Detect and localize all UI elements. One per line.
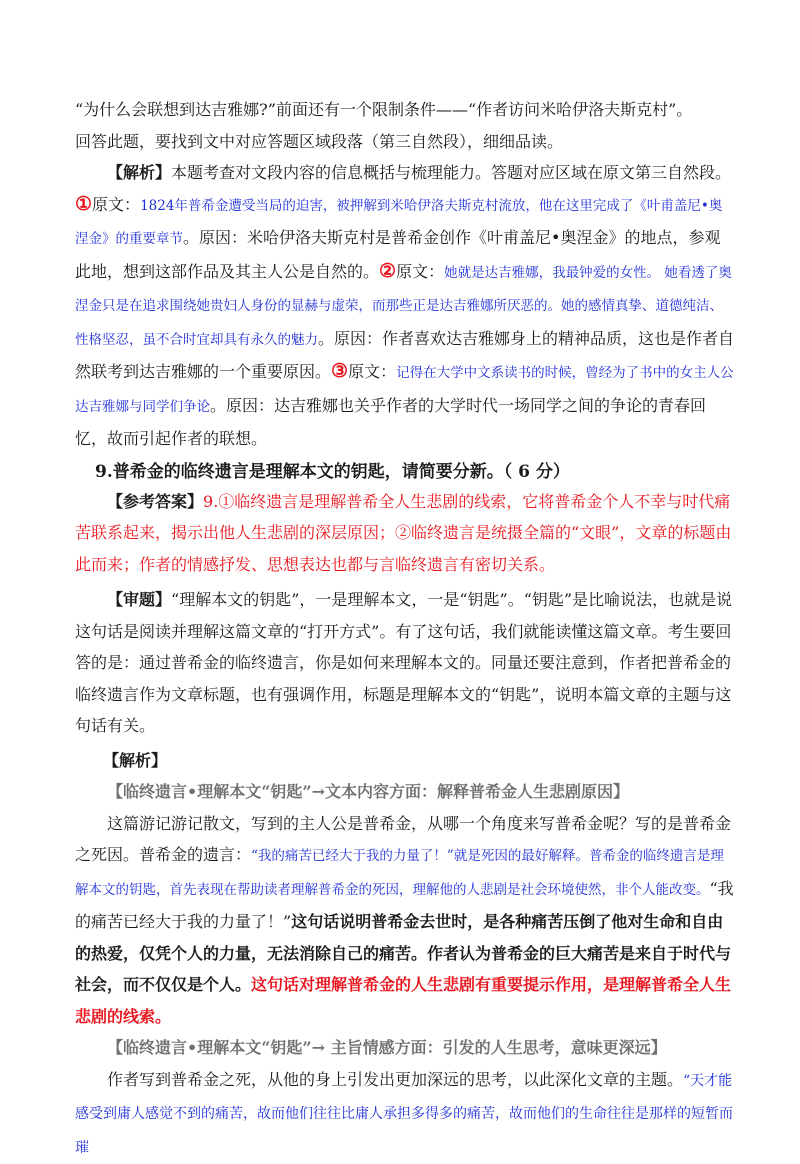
intro-line2: 回答此题，要找到文中对应答题区域段落（第三自然段），细细品读。	[75, 132, 563, 151]
answer-tag: 【参考答案】	[107, 492, 203, 511]
quote-3: 记得在大学中文系读书的时候，曾经为了书中的女主人公达吉雅娜与同学们争论	[75, 365, 734, 415]
paragraph-reasons	[75, 189, 734, 455]
section1-quote: “我的痛苦已经大于我的力量了！”就是死因的最好解释。普希金的临终遗言是理解本文的钥匙，首先表现在帮助读者理解普希金的死因，理解他的人悲剧是社会环境使然，非个人能改变。	[75, 848, 724, 898]
section-heading-1: 【临终遗言•理解本文“钥匙”→文本内容方面：解释普希金人生悲剧原因】	[75, 776, 734, 808]
paragraph-intro	[75, 94, 734, 157]
section1-red: 这句话对理解普希金的人生悲剧有重要提示作用，是理解普希全人生悲剧的线索。	[75, 975, 731, 1026]
circled-number-1: ①	[75, 193, 92, 215]
paragraph-section-1	[75, 808, 734, 1033]
analysis-tag: 【解析】	[107, 163, 171, 182]
quote-1: 1824年普希金遭受当局的迫害，被押解到米哈伊洛夫斯克村流放，他在这里完成了《叶甫盖尼•奥涅金》的重要章节	[75, 198, 722, 248]
analysis-text: 本题考查对文段内容的信息概括与梳理能力。答题对应区域在原文第三自然段。	[171, 163, 731, 182]
section-heading-2: 【临终遗言•理解本文“钥匙”→ 主旨情感方面：引发的人生思考，意味更深远】	[75, 1032, 734, 1064]
section1-bold: 这句话说明普希金去世时，是各种痛苦压倒了他对生命和自由的热爱，仅凭个人的力量，无法消除自己的痛苦。作者认为普希金的巨大痛苦是来自于时代与社会，而不仅仅是个人。	[75, 912, 731, 994]
section2-quote: “天才能感受到庸人感觉不到的痛苦，故而他们往往比庸人承担多得多的痛苦，故而他们的生命往往是那样的短暂而璀	[75, 1073, 733, 1156]
quote-2: 她就是达吉雅娜，我最钟爱的女性。 她看透了奥涅金只是在追求围绕她贵妇人身份的显赫与虚荣，而那些正是达吉雅娜所厌恶的。她的感情真挚、道德纯洁、性格坚忍，虽不合时宜却具有永久的魅力	[75, 265, 732, 348]
analysis-tag-9: 【解析】	[75, 745, 734, 777]
intro-line1: “为什么会联想到达吉雅娜?”前面还有一个限制条件——“作者访问米哈伊洛夫斯克村”。	[75, 100, 692, 119]
section1-text-a: 这篇游记游记散文，写到的主人公是普希金，从哪一个角度来写普希金呢？写的是普希金之死因。普希金的遗言：	[75, 814, 731, 865]
reason-3: 。原因：达吉雅娜也关乎作者的大学时代一场同学之间的争论的青春回忆，故而引起作者的联想。	[75, 396, 706, 449]
paragraph-examine	[75, 584, 734, 742]
reason-1: 。原因：米哈伊洛夫斯克村是普希金创作《叶甫盖尼•奥涅金》的地点，参观此地，想到这部作品及其主人公是自然的。	[75, 228, 720, 281]
reason-2: 。原因：作者喜欢达吉雅娜身上的精神品质，这也是作者自然联考到达吉雅娜的一个重要原因。	[75, 329, 734, 382]
circled-number-2: ②	[379, 260, 396, 282]
paragraph-section-2	[75, 1064, 734, 1164]
examine-tag: 【审题】	[107, 590, 171, 609]
orig-label-1: 原文：	[92, 195, 140, 214]
section1-text-b: “我的痛苦已经大于我的力量了！”	[75, 879, 734, 932]
question-9: 9.普希金的临终遗言是理解本文的钥匙，请简要分新。（ 6 分）	[95, 457, 734, 482]
paragraph-reference-answer	[75, 486, 734, 581]
answer-text: 9.①临终遗言是理解普希全人生悲剧的线索，它将普希金个人不幸与时代痛苦联系起来，揭示出他人生悲剧的深层原因；②临终遗言是统摄全篇的“文眼”，文章的标题由此而来；作者的情感抒发、思想表达也都与言临终遗言有密切关系。	[75, 492, 731, 574]
examine-text: “理解本文的钥匙”，一是理解本文，一是“钥匙”。“钥匙”是比喻说法，也就是说这句话是阅读并理解这篇文章的“打开方式”。有了这句话，我们就能读懂这篇文章。考生要回答的是：通过普希金的临终遗言，你是如何来理解本文的。同量还要注意到，作者把普希金的临终遗言作为文章标题，也有强调作用，标题是理解本文的“钥匙”，说明本篇文章的主题与这句话有关。	[75, 590, 732, 735]
section2-text: 作者写到普希金之死，从他的身上引发出更加深远的思考，以此深化文章的主题。	[107, 1070, 683, 1089]
paragraph-analysis-8	[75, 157, 734, 189]
orig-label-2: 原文：	[396, 262, 444, 281]
orig-label-3: 原文：	[348, 362, 396, 381]
circled-number-3: ③	[331, 360, 348, 382]
